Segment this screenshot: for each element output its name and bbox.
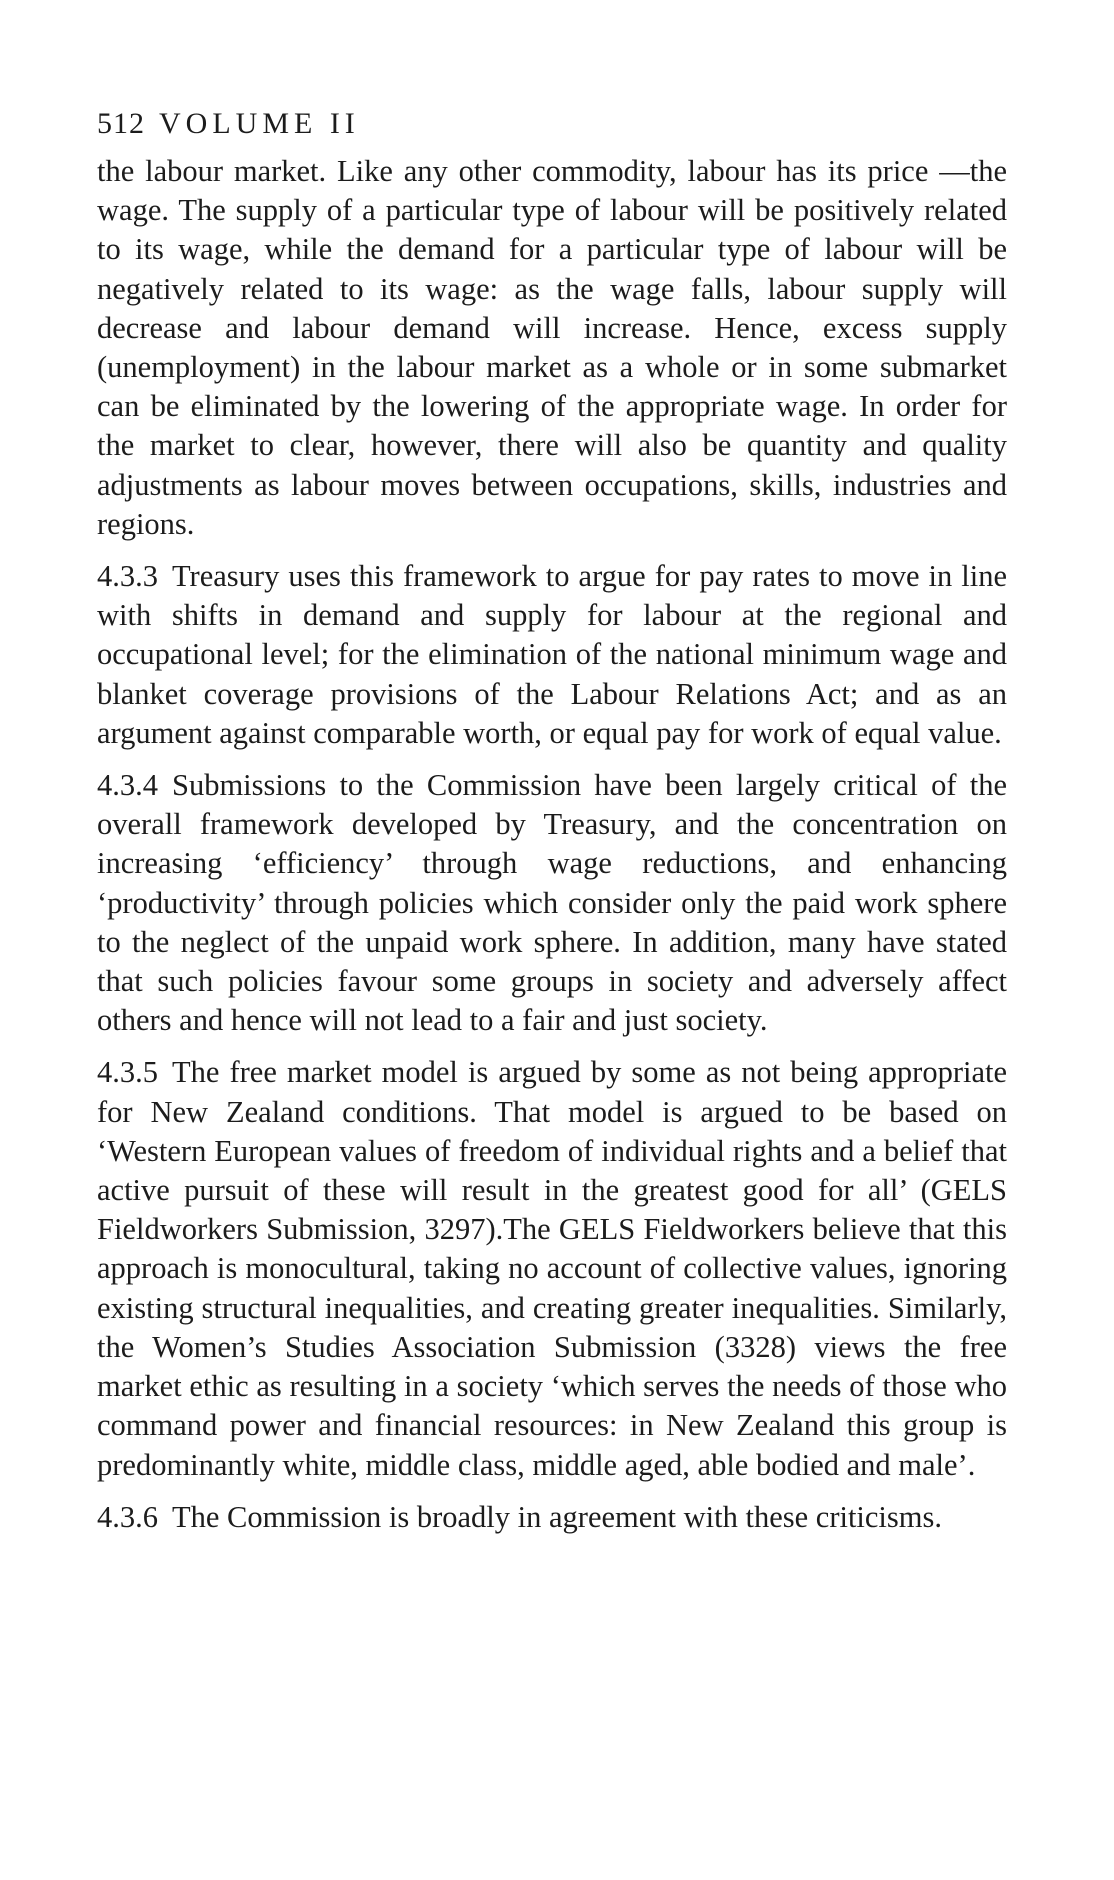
document-page bbox=[97, 104, 1007, 1550]
page-number: 512 bbox=[97, 107, 145, 140]
paragraph-4-3-3 bbox=[97, 557, 1007, 753]
paragraph-text: Submissions to the Commission have been largely critical of the overall framework developed by Treasury, and the concentration on increasing ‘efficiency’ through wage reductions, and enhancing ‘productivity’ through policies which consider only the paid work sphere to the neglect of the unpaid work sphere. In addition, many have stated that such policies favour some groups in society and adversely affect others and hence will not lead to a fair and just society. bbox=[97, 768, 1007, 1038]
paragraph-text: The Commission is broadly in agreement with these criticisms. bbox=[172, 1499, 942, 1534]
paragraph-continued bbox=[97, 152, 1007, 544]
paragraph-4-3-6 bbox=[97, 1498, 1007, 1537]
paragraph-number: 4.3.3 bbox=[97, 559, 158, 594]
paragraph-4-3-5 bbox=[97, 1053, 1007, 1484]
paragraph-text: The free market model is argued by some as not being appropriate for New Zealand conditions. That model is argued to be based on ‘Western European values of freedom of individual rights and a belief that active pursuit of these will result in the greatest good for all’ (GELS Fieldworkers Submission, 3297).The GELS Fieldworkers believe that this approach is monocultural, taking no account of collective values, ignoring existing structural inequalities, and creating greater inequalities. Similarly, the Women’s Studies Association Submission (3328) views the free market ethic as resulting in a society ‘which serves the needs of those who command power and financial resources: in New Zealand this group is predominantly white, middle class, middle aged, able bodied and male’. bbox=[97, 1055, 1007, 1482]
volume-title: VOLUME II bbox=[159, 107, 360, 140]
paragraph-4-3-4 bbox=[97, 766, 1007, 1040]
paragraph-text: the labour market. Like any other commodity, labour has its price —the wage. The supply of a particular type of labour will be positively related to its wage, while the demand for a particular type of labour will be negatively related to its wage: as the wage falls, labour supply will decrease and labour demand will increase. Hence, excess supply (unemployment) in the labour market as a whole or in some submarket can be eliminated by the lowering of the appropriate wage. In order for the market to clear, however, there will also be quantity and quality adjustments as labour moves between occupations, skills, industries and regions. bbox=[97, 154, 1007, 541]
paragraph-number: 4.3.6 bbox=[97, 1499, 158, 1534]
paragraph-number: 4.3.5 bbox=[97, 1055, 158, 1090]
paragraph-number: 4.3.4 bbox=[97, 768, 158, 803]
running-head bbox=[97, 104, 1007, 143]
paragraph-text: Treasury uses this framework to argue for pay rates to move in line with shifts in demand and supply for labour at the regional and occupational level; for the elimination of the national minimum wage and blanket coverage provisions of the Labour Relations Act; and as an argument against comparable worth, or equal pay for work of equal value. bbox=[97, 559, 1007, 750]
